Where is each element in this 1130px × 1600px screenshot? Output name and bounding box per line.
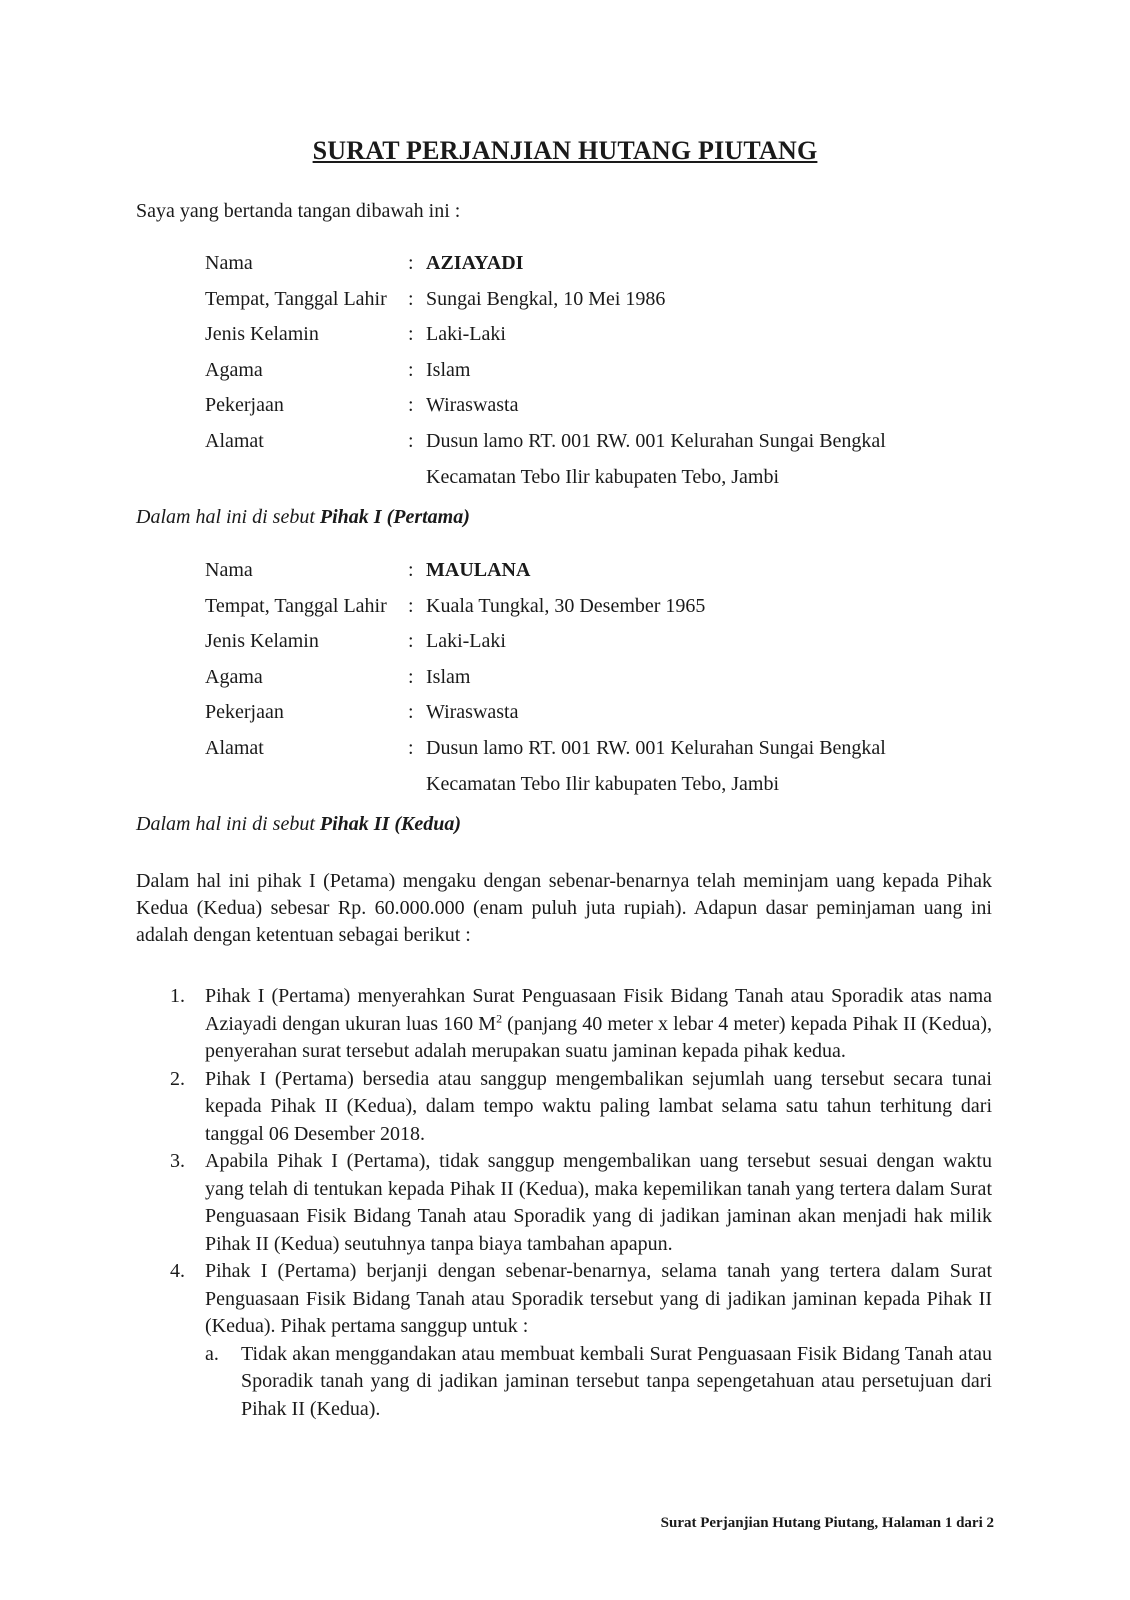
label-agama: Agama [205,358,263,381]
label-agama: Agama [205,665,263,688]
party-2-alamat-row-2 [205,767,925,803]
party-1-agama: Islam [426,358,471,381]
party-1-agama-row [205,353,925,389]
party-1-details [205,246,925,495]
label-nama: Nama [205,559,253,581]
party-2-agama: Islam [426,665,471,688]
terms-list [136,983,992,1423]
list-item-text: Pihak I (Pertama) berjanji dengan sebenar-benarnya, selama tanah yang tertera dalam Surat Penguasaan Fisik Bidang Tanah atau Sporadik tersebut yang di jadikan jaminan kepada Pihak II (Kedua). Pihak pertama sanggup untuk : [205,1260,992,1337]
party-2-pekerjaan: Wiraswasta [426,701,519,724]
party-1-alamat-line-2: Kecamatan Tebo Ilir kabupaten Tebo, Jambi [426,465,780,488]
party-2-nama: MAULANA [426,559,531,581]
label-nama: Nama [205,252,253,274]
list-item [136,1258,992,1423]
party-2-jenis-kelamin: Laki-Laki [426,630,506,653]
party-2-alamat-row [205,731,925,767]
colon: : [408,665,414,688]
list-item [136,983,992,1066]
party-2-alamat-line-2: Kecamatan Tebo Ilir kabupaten Tebo, Jambi [426,772,780,795]
party-2-jk-row [205,624,925,660]
party-2-designation [136,813,461,836]
sub-list-item [205,1341,992,1424]
designation-prefix: Dalam hal ini di sebut [136,813,320,835]
intro-text: Saya yang bertanda tangan dibawah ini : [136,200,461,222]
list-item-number: 1. [170,985,185,1007]
label-jenis-kelamin: Jenis Kelamin [205,323,319,346]
designation-party-2: Pihak II (Kedua) [319,813,462,835]
party-1-alamat-row [205,424,925,460]
party-1-pekerjaan: Wiraswasta [426,394,519,417]
colon: : [408,287,414,310]
party-2-ttl-row [205,589,925,625]
document-title: SURAT PERJANJIAN HUTANG PIUTANG [312,136,818,165]
designation-party-1: Pihak I (Pertama) [319,506,470,528]
label-alamat: Alamat [205,429,264,452]
list-item-text: Apabila Pihak I (Pertama), tidak sanggup mengembalikan uang tersebut sesuai dengan waktu yang telah di tentukan kepada Pihak II (Kedua), maka kepemilikan tanah yang tertera dalam Surat Penguasaan Fisik Bidang Tanah atau Sporadik yang di jadikan jaminan akan menjadi hak milik Pihak II (Kedua) seutuhnya tanpa biaya tambahan apapun. [205,1150,992,1255]
sub-list-item-text: Tidak akan menggandakan atau membuat kembali Surat Penguasaan Fisik Bidang Tanah atau Sporadik tanah yang di jadikan jaminan tersebut tanpa sepengetahuan atau persetujuan dari Pihak II (Kedua). [241,1342,992,1420]
list-item-number: 3. [170,1150,185,1172]
party-1-pekerjaan-row [205,388,925,424]
page-footer: Surat Perjanjian Hutang Piutang, Halaman 1 dari 2 [660,1515,994,1531]
colon: : [408,323,414,346]
party-1-designation [136,506,470,529]
party-1-nama: AZIAYADI [426,252,524,274]
party-1-alamat-line-1: Dusun lamo RT. 001 RW. 001 Kelurahan Sungai Bengkal [426,429,886,452]
party-1-jenis-kelamin: Laki-Laki [426,323,506,346]
party-2-ttl: Kuala Tungkal, 30 Desember 1965 [426,594,706,617]
list-item-number: 2. [170,1067,185,1090]
party-2-nama-row [205,553,925,589]
party-1-nama-row [205,246,925,282]
label-jenis-kelamin: Jenis Kelamin [205,630,319,653]
colon: : [408,594,414,617]
colon: : [408,736,414,759]
list-item-text: Pihak I (Pertama) menyerahkan Surat Penguasaan Fisik Bidang Tanah atau Sporadik atas nama Aziayadi dengan ukuran luas 160 M [205,985,992,1035]
party-2-details [205,553,925,802]
list-item-text: Pihak I (Pertama) bersedia atau sanggup mengembalikan sejumlah uang tersebut secara tunai kepada Pihak II (Kedua), dalam tempo waktu paling lambat selama satu tahun terhitung dari tanggal 06 Desember 2018. [205,1067,992,1145]
list-item-text-cont: (panjang 40 meter x lebar 4 meter) kepada Pihak II (Kedua), penyerahan surat tersebut adalah merupakan suatu jaminan kepada pihak kedua. [205,1012,993,1062]
label-ttl: Tempat, Tanggal Lahir [205,594,387,617]
label-alamat: Alamat [205,736,264,759]
superscript: 2 [496,1010,503,1025]
party-2-pekerjaan-row [205,695,925,731]
party-1-ttl-row [205,282,925,318]
colon: : [408,701,414,724]
sub-list-item-letter: a. [205,1342,219,1365]
party-1-alamat-row-2 [205,460,925,496]
loan-paragraph: Dalam hal ini pihak I (Petama) mengaku dengan sebenar-benarnya telah meminjam uang kepada Pihak Kedua (Kedua) sebesar Rp. 60.000.000 (enam puluh juta rupiah). Adapun dasar peminjaman uang ini adalah dengan ketentuan sebagai berikut : [136,870,992,946]
list-item [136,1148,992,1258]
list-item [136,1066,992,1149]
label-pekerjaan: Pekerjaan [205,394,284,417]
party-1-jk-row [205,317,925,353]
list-item-number: 4. [170,1260,185,1282]
party-2-alamat-line-1: Dusun lamo RT. 001 RW. 001 Kelurahan Sungai Bengkal [426,736,886,759]
designation-prefix: Dalam hal ini di sebut [136,506,320,528]
colon: : [408,358,414,381]
colon: : [408,252,414,274]
label-ttl: Tempat, Tanggal Lahir [205,287,387,310]
colon: : [408,429,414,452]
colon: : [408,630,414,653]
party-2-agama-row [205,660,925,696]
party-1-ttl: Sungai Bengkal, 10 Mei 1986 [426,287,666,310]
label-pekerjaan: Pekerjaan [205,701,284,724]
colon: : [408,394,414,417]
colon: : [408,559,414,581]
